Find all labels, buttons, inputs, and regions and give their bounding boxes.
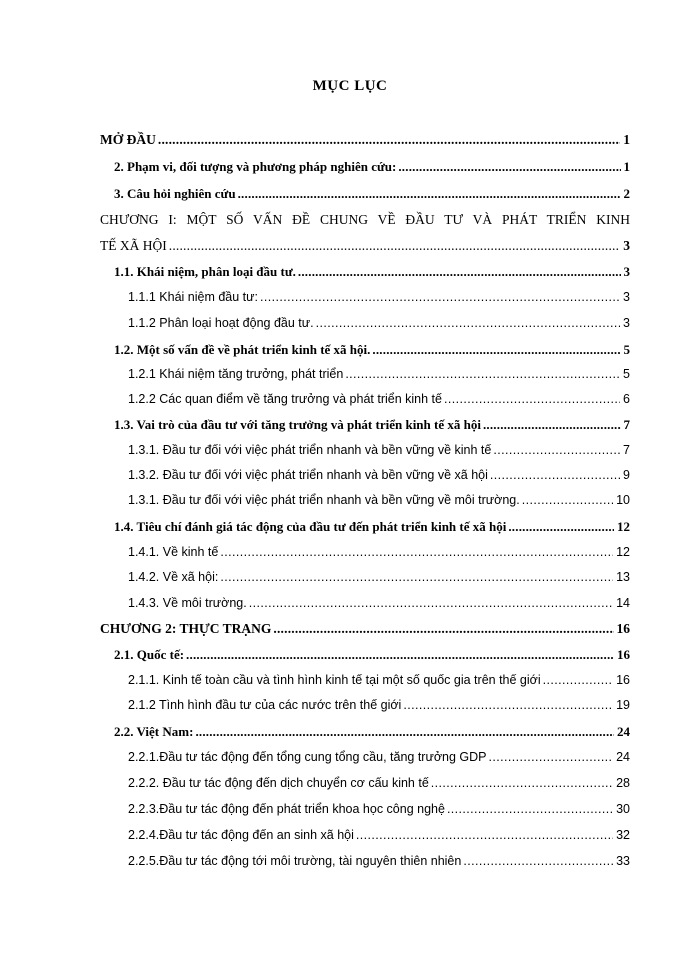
toc-entry-page: 16 [617,647,630,662]
dot-leader [372,342,620,358]
toc-entry[interactable] [128,443,630,457]
toc-entry[interactable] [128,802,630,816]
toc-entry-page: 24 [617,724,630,739]
toc-entry-page: 3 [623,290,630,304]
toc-entry-page: 10 [616,493,630,507]
toc-entry[interactable] [128,493,630,507]
dot-leader [273,621,613,637]
toc-entry-page: 1 [623,159,630,174]
toc-entry-page: 3 [623,316,630,330]
toc-entry-label: 2.2.4.Đầu tư tác động đến an sinh xã hội [128,828,354,842]
toc-entry-label: 1.4. Tiêu chí đánh giá tác động của đầu tư đến phát triển kinh tế xã hội [114,519,507,534]
toc-entry-label: 2.1.1. Kinh tế toàn cầu và tình hình kinh tế tại một số quốc gia trên thế giới [128,673,541,687]
toc-entry-page: 2 [623,186,630,201]
toc-entry-label: 2.1. Quốc tế: [114,647,185,662]
toc-entry-page: 6 [623,392,630,406]
toc-entry-label: 1.4.3. Về môi trường. [128,596,247,610]
toc-entry-label: 2.2.1.Đầu tư tác động đến tổng cung tổng cầu, tăng trưởng GDP [128,750,487,764]
toc-entry-label: MỞ ĐẦU [100,132,156,147]
toc-entry[interactable] [114,342,630,358]
toc-entry[interactable] [128,367,630,381]
toc-entry-label: 1.2. Một số vấn đề về phát triển kinh tế xã hội. [114,342,371,357]
toc-chapter-title-line1[interactable]: CHƯƠNG I: MỘT SỐ VẤN ĐỀ CHUNG VỀ ĐẦU TƯ VÀ PHÁT TRIỂN KINH [100,212,630,227]
dot-leader [220,545,613,559]
toc-entry-label: CHƯƠNG 2: THỰC TRẠNG [100,621,272,636]
toc-entry-page: 3 [623,238,630,253]
toc-entry[interactable] [114,647,630,663]
toc-entry[interactable] [128,698,630,712]
toc-entry-page: 7 [623,417,630,432]
toc-entry[interactable] [114,417,630,433]
toc-entry-label: 2.2.2. Đầu tư tác động đến dịch chuyển cơ cấu kinh tế [128,776,429,790]
toc-chapter-title-line2: TẾ XÃ HỘI [100,238,167,253]
dot-leader [508,519,614,535]
toc-entry-page: 7 [623,443,630,457]
toc-entry[interactable] [114,264,630,280]
toc-entry-label: 3. Câu hỏi nghiên cứu [114,186,236,201]
dot-leader [463,854,613,868]
toc-entry[interactable] [128,854,630,868]
toc-entry-label: 2. Phạm vi, đối tượng và phương pháp nghiên cứu: [114,159,397,174]
dot-leader [298,264,621,280]
dot-leader [447,802,613,816]
toc-entry-page: 12 [616,545,630,559]
toc-entry-page: 12 [617,519,630,534]
toc-entry[interactable] [100,621,630,637]
toc-entry[interactable] [100,238,630,254]
dot-leader [169,238,621,254]
toc-entry-page: 5 [623,342,630,357]
dot-leader [249,596,613,610]
toc-entry-page: 1 [623,132,630,147]
toc-entry-page: 13 [616,570,630,584]
toc-entry-label: 1.3. Vai trò của đầu tư với tăng trưởng và phát triển kinh tế xã hội [114,417,481,432]
dot-leader [158,132,620,148]
toc-entry-label: 2.2.3.Đầu tư tác động đến phát triển khoa học công nghệ [128,802,445,816]
dot-leader [238,186,621,202]
dot-leader [493,443,620,457]
toc-entry-label: 2.2. Việt Nam: [114,724,194,739]
toc-entry-label: 2.2.5.Đầu tư tác động tới môi trường, tài nguyên thiên nhiên [128,854,462,868]
toc-entry-page: 16 [616,673,630,687]
toc-entry-page: 32 [616,828,630,842]
toc-entry-label: 1.1. Khái niệm, phân loại đầu tư. [114,264,296,279]
toc-entry-page: 30 [616,802,630,816]
dot-leader [398,159,620,175]
dot-leader [489,750,614,764]
dot-leader [186,647,614,663]
page-title: MỤC LỤC [312,78,388,94]
dot-leader [522,493,613,507]
toc-entry-label: 1.2.1 Khái niệm tăng trưởng, phát triển [128,367,344,381]
toc-entry-label: 1.1.1 Khái niệm đầu tư: [128,290,258,304]
toc-entry-page: 3 [623,264,630,279]
dot-leader [543,673,613,687]
toc-entry[interactable] [128,596,630,610]
toc-entry-page: 24 [616,750,630,764]
toc-entry-page: 9 [623,468,630,482]
toc-entry-page: 16 [616,621,630,636]
toc-entry-label: 1.2.2 Các quan điểm về tăng trưởng và phát triển kinh tế [128,392,442,406]
dot-leader [483,417,621,433]
toc-entry[interactable] [128,828,630,842]
toc-entry[interactable] [128,570,630,584]
toc-entry-label: 1.1.2 Phân loại hoạt động đầu tư. [128,316,314,330]
toc-entry[interactable] [128,750,630,764]
toc-entry[interactable] [128,545,630,559]
toc-entry[interactable] [128,392,630,406]
toc-entry-label: 1.3.2. Đầu tư đối với việc phát triển nhanh và bền vững về xã hội [128,468,488,482]
dot-leader [431,776,613,790]
dot-leader [220,570,613,584]
dot-leader [356,828,613,842]
dot-leader [316,316,620,330]
toc-entry-label: 1.3.1. Đầu tư đối với việc phát triển nhanh và bền vững về kinh tế [128,443,492,457]
toc-entry[interactable] [100,132,630,148]
dot-leader [260,290,620,304]
toc-entry[interactable] [128,316,630,330]
dot-leader [444,392,620,406]
toc-entry-page: 19 [616,698,630,712]
dot-leader [345,367,620,381]
toc-entry[interactable] [114,159,630,175]
toc-entry-page: 14 [616,596,630,610]
toc-entry-label: 1.3.1. Đầu tư đối với việc phát triển nhanh và bền vững về môi trường. [128,493,520,507]
dot-leader [403,698,613,712]
toc-entry[interactable] [114,186,630,202]
toc-entry-page: 28 [616,776,630,790]
toc-entry-label: 1.4.1. Về kinh tế [128,545,219,559]
toc-entry-label: 2.1.2 Tình hình đầu tư của các nước trên thế giới [128,698,402,712]
toc-entry[interactable] [114,519,630,535]
toc-entry-page: 33 [616,854,630,868]
toc-entry[interactable] [128,468,630,482]
toc-entry-page: 5 [623,367,630,381]
toc-entry[interactable] [114,724,630,740]
toc-entry[interactable] [128,673,630,687]
toc-entry[interactable] [128,290,630,304]
dot-leader [490,468,620,482]
toc-entry-label: 1.4.2. Về xã hội: [128,570,219,584]
toc-entry[interactable] [128,776,630,790]
dot-leader [195,724,614,740]
